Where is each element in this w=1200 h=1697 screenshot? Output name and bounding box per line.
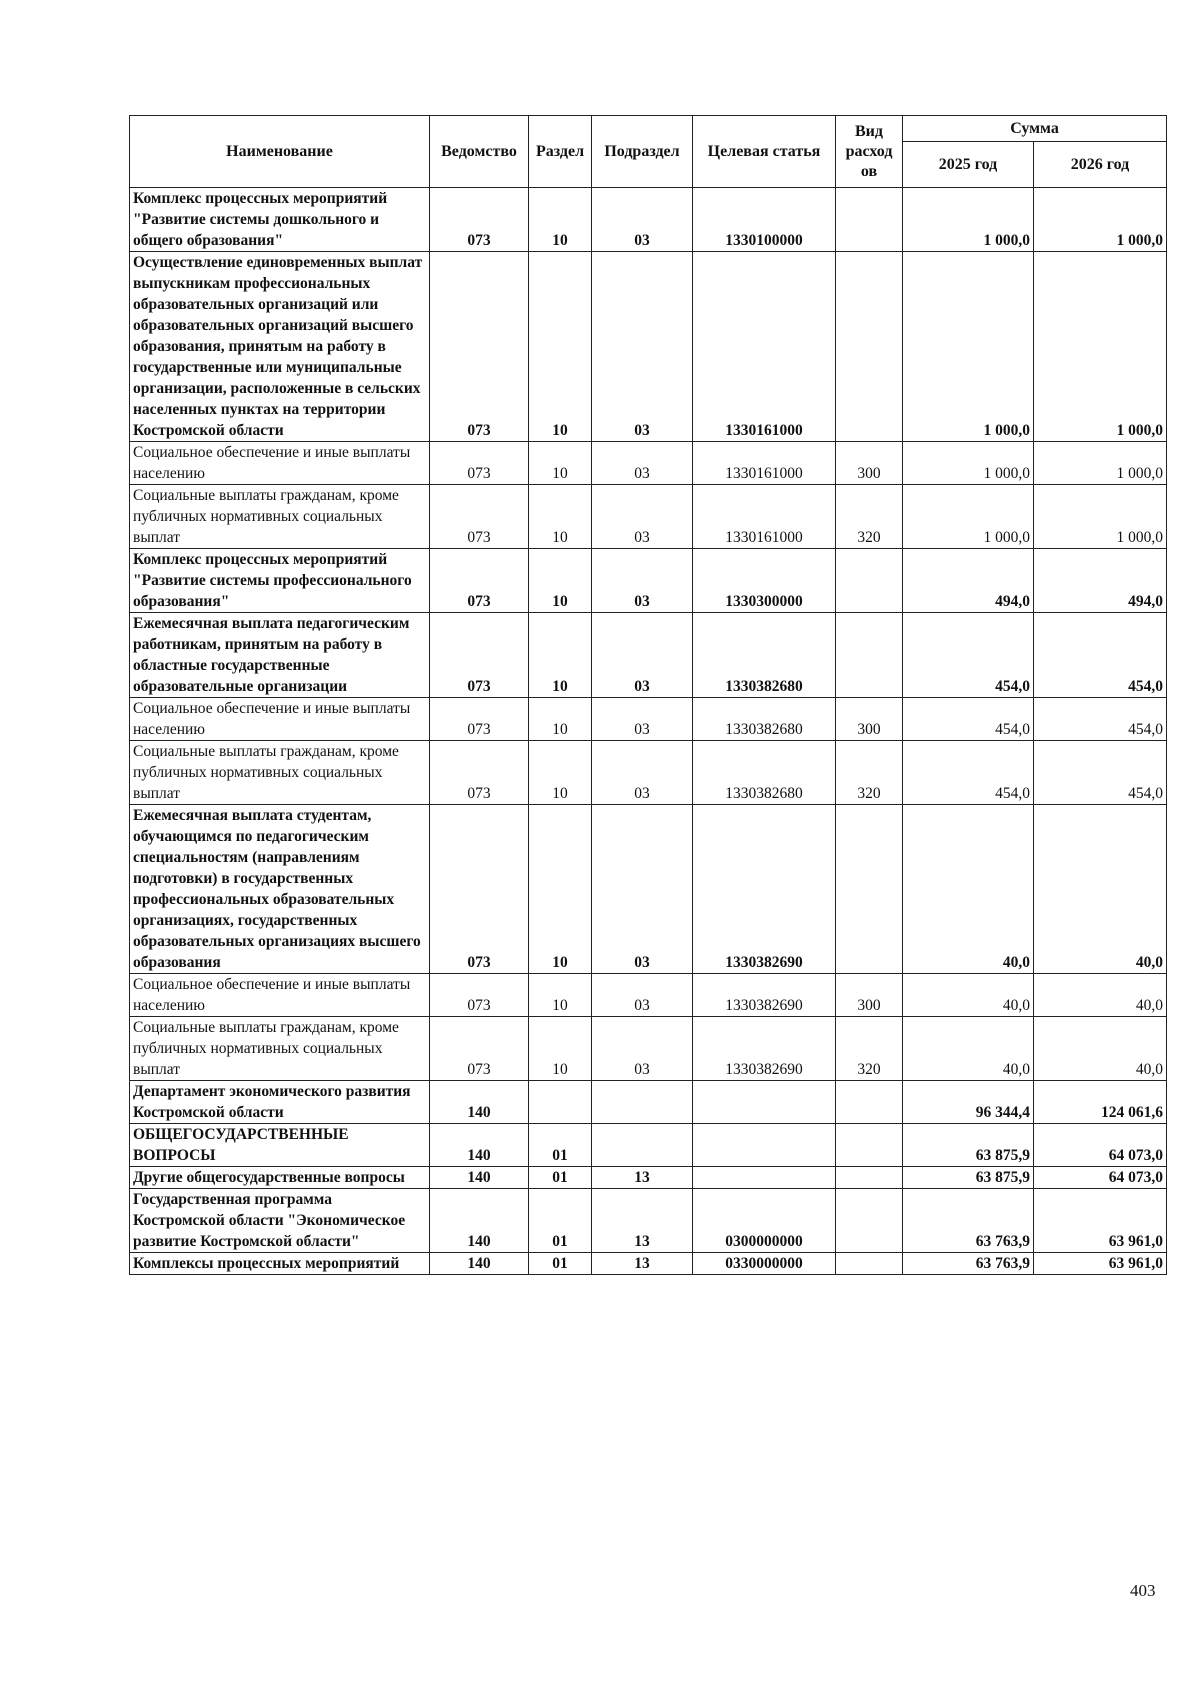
row-sum-2025: 96 344,4 bbox=[903, 1081, 1034, 1124]
row-target: 1330300000 bbox=[693, 549, 836, 613]
row-department: 073 bbox=[430, 1017, 529, 1081]
header-department: Ведомство bbox=[430, 116, 529, 188]
row-target: 0300000000 bbox=[693, 1189, 836, 1253]
row-department: 073 bbox=[430, 252, 529, 442]
table-row bbox=[130, 442, 1167, 485]
row-section: 10 bbox=[529, 805, 592, 974]
row-subsection bbox=[592, 1124, 693, 1167]
row-sum-2026: 454,0 bbox=[1034, 698, 1167, 741]
table-row bbox=[130, 1167, 1167, 1189]
row-expense-type bbox=[836, 252, 903, 442]
row-department: 073 bbox=[430, 805, 529, 974]
row-expense-type bbox=[836, 1081, 903, 1124]
row-sum-2025: 63 875,9 bbox=[903, 1167, 1034, 1189]
table-row bbox=[130, 549, 1167, 613]
row-sum-2025: 494,0 bbox=[903, 549, 1034, 613]
header-year-2026: 2026 год bbox=[1034, 142, 1167, 188]
row-subsection: 03 bbox=[592, 741, 693, 805]
table-row bbox=[130, 1081, 1167, 1124]
row-target: 1330100000 bbox=[693, 188, 836, 252]
row-department: 140 bbox=[430, 1189, 529, 1253]
row-name: Департамент экономического развития Костромской области bbox=[130, 1081, 430, 1124]
table-row bbox=[130, 1017, 1167, 1081]
row-sum-2026: 63 961,0 bbox=[1034, 1253, 1167, 1275]
row-expense-type bbox=[836, 188, 903, 252]
row-target: 1330161000 bbox=[693, 485, 836, 549]
row-name: Социальные выплаты гражданам, кроме публичных нормативных социальных выплат bbox=[130, 741, 430, 805]
row-sum-2025: 454,0 bbox=[903, 698, 1034, 741]
row-subsection: 03 bbox=[592, 549, 693, 613]
row-section: 10 bbox=[529, 549, 592, 613]
row-sum-2025: 40,0 bbox=[903, 974, 1034, 1017]
row-name: Государственная программа Костромской области "Экономическое развитие Костромской области" bbox=[130, 1189, 430, 1253]
row-section bbox=[529, 1081, 592, 1124]
row-department: 073 bbox=[430, 698, 529, 741]
row-sum-2026: 40,0 bbox=[1034, 805, 1167, 974]
header-subsection: Подраздел bbox=[592, 116, 693, 188]
row-expense-type bbox=[836, 1124, 903, 1167]
row-subsection: 03 bbox=[592, 805, 693, 974]
row-sum-2026: 64 073,0 bbox=[1034, 1167, 1167, 1189]
row-department: 140 bbox=[430, 1167, 529, 1189]
header-target: Целевая статья bbox=[693, 116, 836, 188]
row-sum-2025: 454,0 bbox=[903, 741, 1034, 805]
row-section: 10 bbox=[529, 252, 592, 442]
row-department: 073 bbox=[430, 485, 529, 549]
header-name: Наименование bbox=[130, 116, 430, 188]
row-department: 073 bbox=[430, 613, 529, 698]
row-expense-type: 320 bbox=[836, 741, 903, 805]
row-target: 0330000000 bbox=[693, 1253, 836, 1275]
row-sum-2025: 63 763,9 bbox=[903, 1189, 1034, 1253]
row-sum-2026: 124 061,6 bbox=[1034, 1081, 1167, 1124]
row-department: 073 bbox=[430, 741, 529, 805]
row-target: 1330382690 bbox=[693, 1017, 836, 1081]
row-subsection: 03 bbox=[592, 974, 693, 1017]
row-expense-type bbox=[836, 805, 903, 974]
row-department: 073 bbox=[430, 549, 529, 613]
row-sum-2025: 1 000,0 bbox=[903, 188, 1034, 252]
row-target bbox=[693, 1167, 836, 1189]
row-sum-2025: 1 000,0 bbox=[903, 252, 1034, 442]
row-subsection: 03 bbox=[592, 613, 693, 698]
row-name: Ежемесячная выплата студентам, обучающимся по педагогическим специальностям (направлениям подготовки) в государственных профессиональных образовательных организациях, государственных образовательных организациях высшего образования bbox=[130, 805, 430, 974]
row-sum-2026: 40,0 bbox=[1034, 1017, 1167, 1081]
row-subsection: 03 bbox=[592, 442, 693, 485]
row-section: 10 bbox=[529, 741, 592, 805]
table-row bbox=[130, 805, 1167, 974]
row-name: Комплекс процессных мероприятий "Развитие системы профессионального образования" bbox=[130, 549, 430, 613]
row-name: Осуществление единовременных выплат выпускникам профессиональных образовательных организаций или образовательных организаций высшего образования, принятым на работу в государственные или муниципальные организации, расположенные в сельских населенных пунктах на территории Костромской области bbox=[130, 252, 430, 442]
row-subsection: 13 bbox=[592, 1189, 693, 1253]
row-name: Социальное обеспечение и иные выплаты населению bbox=[130, 974, 430, 1017]
row-target bbox=[693, 1081, 836, 1124]
header-sum: Сумма bbox=[903, 116, 1167, 142]
row-sum-2026: 494,0 bbox=[1034, 549, 1167, 613]
row-expense-type bbox=[836, 1189, 903, 1253]
row-section: 01 bbox=[529, 1253, 592, 1275]
row-target bbox=[693, 1124, 836, 1167]
row-subsection bbox=[592, 1081, 693, 1124]
row-sum-2025: 1 000,0 bbox=[903, 485, 1034, 549]
row-sum-2026: 63 961,0 bbox=[1034, 1189, 1167, 1253]
row-department: 073 bbox=[430, 188, 529, 252]
row-expense-type bbox=[836, 613, 903, 698]
row-sum-2025: 454,0 bbox=[903, 613, 1034, 698]
row-target: 1330382680 bbox=[693, 613, 836, 698]
row-sum-2025: 40,0 bbox=[903, 1017, 1034, 1081]
row-target: 1330161000 bbox=[693, 252, 836, 442]
row-sum-2026: 64 073,0 bbox=[1034, 1124, 1167, 1167]
row-expense-type: 300 bbox=[836, 974, 903, 1017]
table-row bbox=[130, 485, 1167, 549]
row-sum-2026: 454,0 bbox=[1034, 741, 1167, 805]
row-sum-2026: 1 000,0 bbox=[1034, 442, 1167, 485]
row-sum-2025: 40,0 bbox=[903, 805, 1034, 974]
row-department: 073 bbox=[430, 974, 529, 1017]
row-target: 1330382680 bbox=[693, 741, 836, 805]
row-subsection: 03 bbox=[592, 1017, 693, 1081]
row-department: 140 bbox=[430, 1253, 529, 1275]
table-row bbox=[130, 974, 1167, 1017]
table-row bbox=[130, 741, 1167, 805]
budget-table bbox=[129, 115, 1167, 1275]
row-section: 10 bbox=[529, 698, 592, 741]
row-target: 1330382690 bbox=[693, 974, 836, 1017]
table-row bbox=[130, 613, 1167, 698]
row-expense-type bbox=[836, 1167, 903, 1189]
row-subsection: 03 bbox=[592, 485, 693, 549]
row-department: 140 bbox=[430, 1124, 529, 1167]
table-row bbox=[130, 698, 1167, 741]
row-target: 1330382680 bbox=[693, 698, 836, 741]
row-target: 1330161000 bbox=[693, 442, 836, 485]
row-section: 10 bbox=[529, 613, 592, 698]
row-name: Социальные выплаты гражданам, кроме публичных нормативных социальных выплат bbox=[130, 485, 430, 549]
header-expense-type: Вид расход ов bbox=[836, 116, 903, 188]
row-name: Социальные выплаты гражданам, кроме публичных нормативных социальных выплат bbox=[130, 1017, 430, 1081]
row-expense-type bbox=[836, 549, 903, 613]
row-sum-2025: 1 000,0 bbox=[903, 442, 1034, 485]
row-department: 073 bbox=[430, 442, 529, 485]
row-name: Комплексы процессных мероприятий bbox=[130, 1253, 430, 1275]
table-row bbox=[130, 188, 1167, 252]
row-section: 01 bbox=[529, 1189, 592, 1253]
header-section: Раздел bbox=[529, 116, 592, 188]
row-name: Ежемесячная выплата педагогическим работникам, принятым на работу в областные государственные образовательные организации bbox=[130, 613, 430, 698]
row-name: Социальное обеспечение и иные выплаты населению bbox=[130, 698, 430, 741]
header-year-2025: 2025 год bbox=[903, 142, 1034, 188]
row-sum-2026: 40,0 bbox=[1034, 974, 1167, 1017]
row-section: 10 bbox=[529, 1017, 592, 1081]
table-body bbox=[130, 188, 1167, 1275]
row-sum-2026: 454,0 bbox=[1034, 613, 1167, 698]
row-subsection: 03 bbox=[592, 188, 693, 252]
row-department: 140 bbox=[430, 1081, 529, 1124]
row-expense-type: 300 bbox=[836, 442, 903, 485]
row-section: 10 bbox=[529, 442, 592, 485]
row-name: Социальное обеспечение и иные выплаты населению bbox=[130, 442, 430, 485]
row-name: ОБЩЕГОСУДАРСТВЕННЫЕ ВОПРОСЫ bbox=[130, 1124, 430, 1167]
table-row bbox=[130, 1253, 1167, 1275]
row-sum-2026: 1 000,0 bbox=[1034, 188, 1167, 252]
row-sum-2026: 1 000,0 bbox=[1034, 485, 1167, 549]
row-section: 10 bbox=[529, 188, 592, 252]
row-section: 01 bbox=[529, 1124, 592, 1167]
table-row bbox=[130, 252, 1167, 442]
row-subsection: 13 bbox=[592, 1167, 693, 1189]
table-row bbox=[130, 1189, 1167, 1253]
row-section: 01 bbox=[529, 1167, 592, 1189]
row-target: 1330382690 bbox=[693, 805, 836, 974]
row-subsection: 03 bbox=[592, 698, 693, 741]
row-subsection: 13 bbox=[592, 1253, 693, 1275]
row-sum-2025: 63 763,9 bbox=[903, 1253, 1034, 1275]
row-expense-type: 320 bbox=[836, 1017, 903, 1081]
row-section: 10 bbox=[529, 485, 592, 549]
row-expense-type: 300 bbox=[836, 698, 903, 741]
row-name: Другие общегосударственные вопросы bbox=[130, 1167, 430, 1189]
row-sum-2026: 1 000,0 bbox=[1034, 252, 1167, 442]
row-sum-2025: 63 875,9 bbox=[903, 1124, 1034, 1167]
row-section: 10 bbox=[529, 974, 592, 1017]
table-row bbox=[130, 1124, 1167, 1167]
row-name: Комплекс процессных мероприятий "Развитие системы дошкольного и общего образования" bbox=[130, 188, 430, 252]
row-expense-type: 320 bbox=[836, 485, 903, 549]
page-number: 403 bbox=[1130, 1581, 1156, 1600]
row-subsection: 03 bbox=[592, 252, 693, 442]
row-expense-type bbox=[836, 1253, 903, 1275]
